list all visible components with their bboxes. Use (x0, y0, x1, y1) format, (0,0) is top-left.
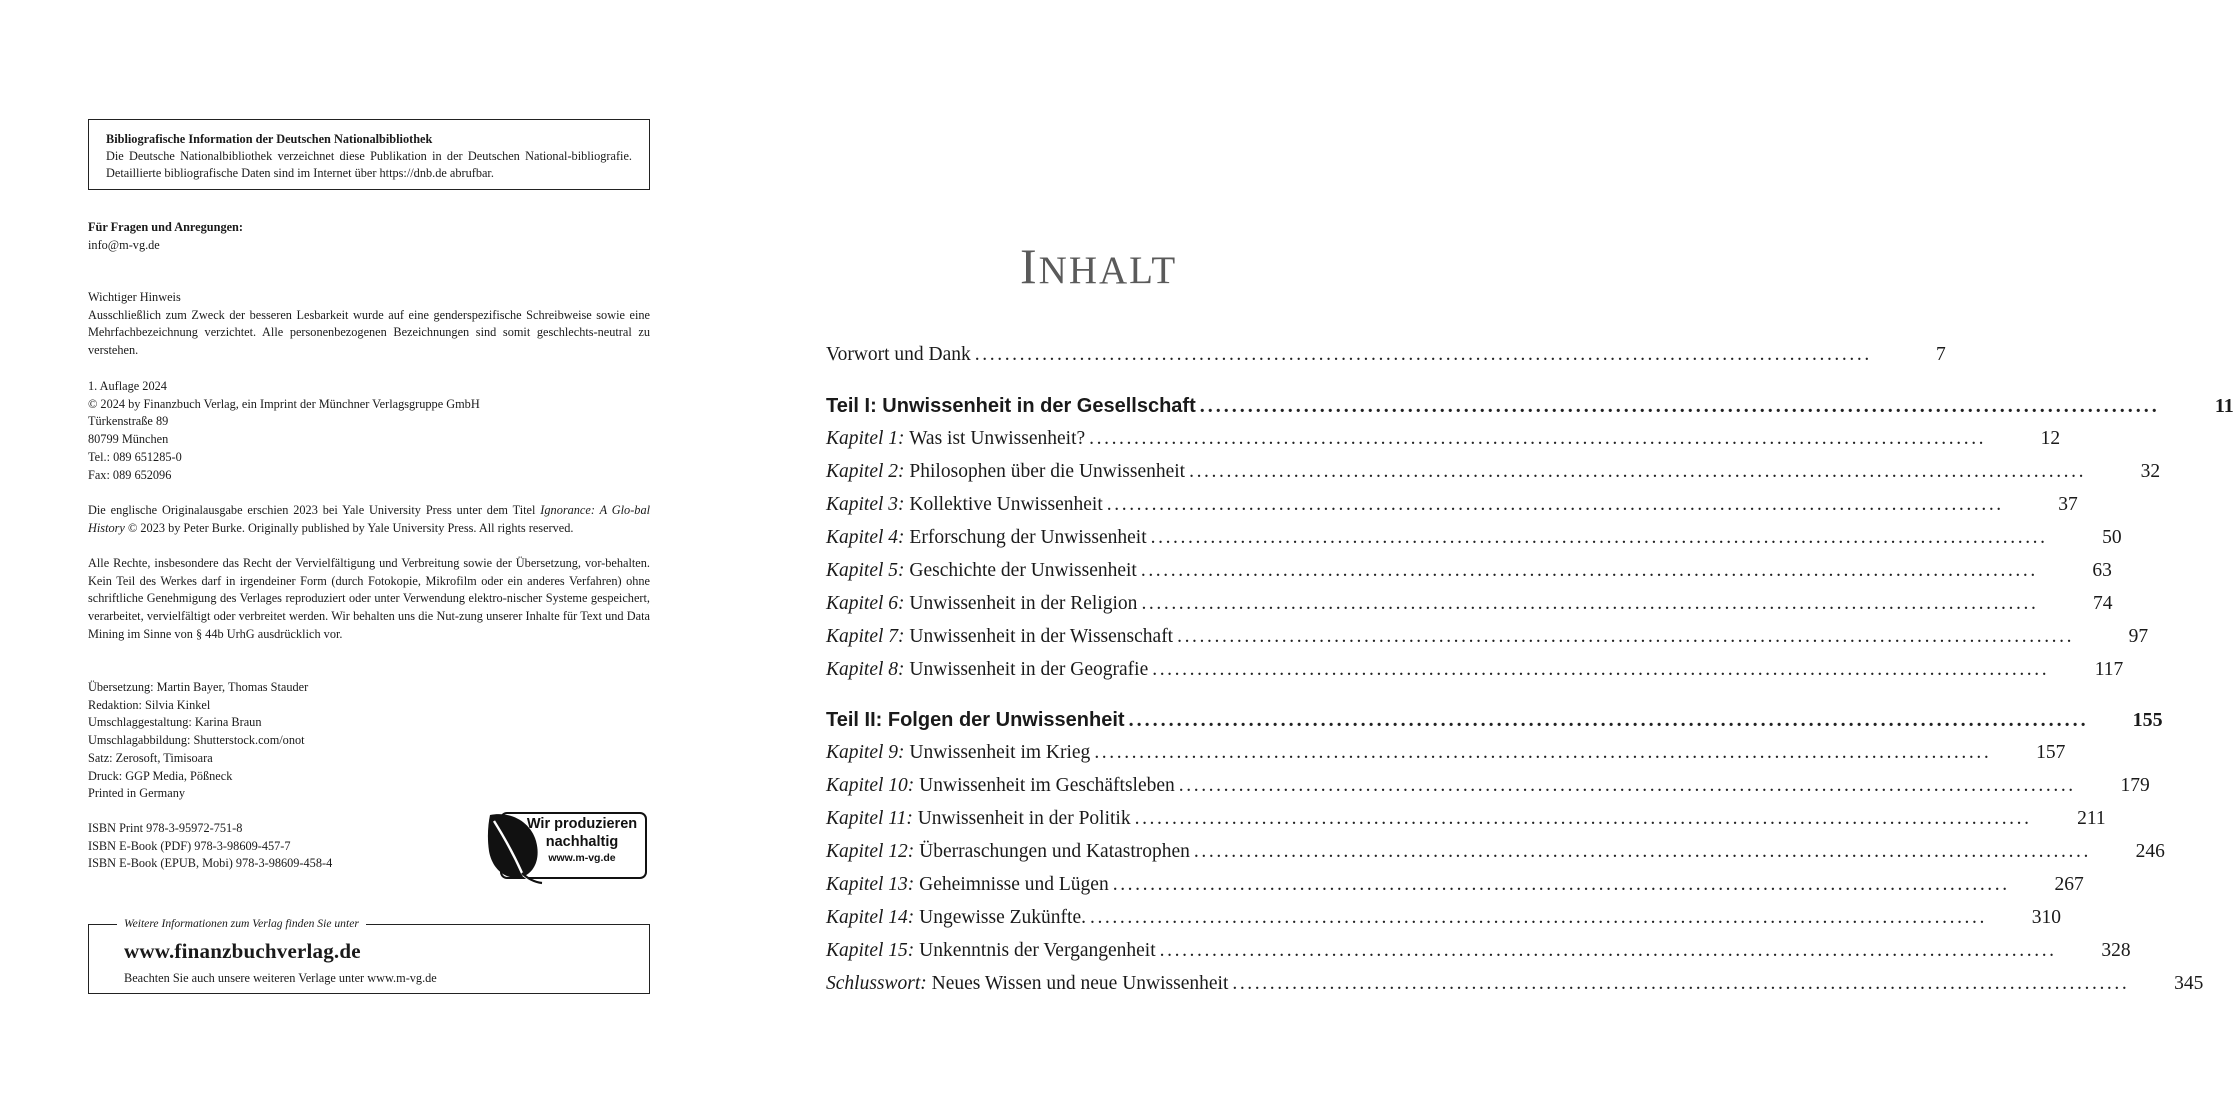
toc-entry-title: Kollektive Unwissenheit (909, 494, 1103, 515)
toc-chapter-number: Kapitel 14: (826, 907, 915, 928)
toc-entry-label (826, 457, 1185, 487)
toc-entry-title: Teil II: Folgen der Unwissenheit (826, 709, 1125, 731)
credit-printing: Druck: GGP Media, Pößneck (88, 768, 233, 783)
toc-page-number: 345 (2174, 973, 2204, 994)
toc-entry-title: Philosophen über die Unwissenheit (909, 461, 1186, 482)
toc-entry-label (826, 705, 1125, 735)
original-copyright: © 2023 by Peter Burke. Originally published by Yale University Press. All rights reserved. (124, 520, 574, 535)
credit-typesetting: Satz: Zerosoft, Timisoara (88, 750, 213, 765)
toc-entry-label (826, 969, 1228, 999)
toc-dot-leader: ........................................................................................................................ (1089, 428, 1987, 449)
toc-entry-title: Geschichte der Unwissenheit (909, 560, 1137, 581)
toc-dot-leader: ........................................................................................................................ (1106, 494, 2004, 515)
toc-chapter-number: Kapitel 11: (826, 808, 913, 829)
phone-line: Tel.: 089 651285-0 (88, 449, 182, 464)
publisher-info-box (88, 917, 650, 994)
toc-chapter-entry[interactable] (826, 523, 2122, 553)
toc-page-number: 155 (2132, 709, 2163, 731)
toc-chapter-entry[interactable] (826, 556, 2112, 586)
toc-dot-leader: ........................................................................................................................ (1128, 709, 2089, 731)
contact-email: info@m-vg.de (88, 237, 160, 252)
notice-text: Ausschließlich zum Zweck der besseren Lesbarkeit wurde auf eine genderspezifische Schreibweise sowie eine Mehrfachbezeichnung verzichtet. Alle personenbezogenen Bezeichnungen sind somit geschlechts-neutral zu verstehen. (88, 307, 650, 358)
toc-entry-title: Überraschungen und Katastrophen (919, 841, 1190, 862)
toc-chapter-number: Kapitel 9: (826, 742, 905, 763)
toc-entry-label (826, 903, 1086, 933)
toc-chapter-number: Kapitel 7: (826, 626, 905, 647)
toc-entry-label (826, 391, 1196, 421)
toc-title-initial: I (1020, 238, 1039, 294)
toc-entry-title: Erforschung der Unwissenheit (909, 527, 1147, 548)
credits-block (88, 679, 650, 803)
toc-entry-title: Geheimnisse und Lügen (919, 874, 1109, 895)
toc-entry-title: Was ist Unwissenheit? (909, 428, 1086, 449)
toc-entry-label (826, 738, 1090, 768)
rights-notice: Alle Rechte, insbesondere das Recht der Vervielfältigung und Verbreitung sowie der Übersetzung, vor-behalten. Kein Teil des Werkes darf in irgendeiner Form (durch Fotokopie, Mikrofilm oder ein anderes Verfahren) ohne schriftliche Genehmigung des Verlages reproduziert oder unter Verwendung elektro-nischer Systeme gespeichert, verarbeitet, vervielfältigt oder verbreitet werden. Wir behalten uns die Nut-zung unserer Inhalte für Text und Data Mining im Sinne von § 44b UrhG ausdrücklich vor. (88, 556, 650, 641)
toc-entry-label (826, 589, 1137, 619)
toc-chapter-number: Kapitel 3: (826, 494, 905, 515)
toc-entry-title: Teil I: Unwissenheit in der Gesellschaft (826, 395, 1196, 417)
toc-entry-label (826, 424, 1085, 454)
toc-dot-leader: ........................................................................................................................ (1178, 775, 2076, 796)
bibliographic-info-heading: Bibliografische Information der Deutschen Nationalbibliothek (106, 132, 433, 146)
toc-page-number: 12 (2040, 428, 2061, 449)
credit-cover-design: Umschlaggestaltung: Karina Braun (88, 715, 262, 730)
logo-line-2: nachhaltig (545, 834, 619, 850)
toc-dot-leader: ........................................................................................................................ (1232, 973, 2130, 994)
logo-text (518, 816, 646, 866)
copyright-line: © 2024 by Finanzbuch Verlag, ein Imprint der Münchner Verlagsgruppe GmbH (88, 396, 480, 411)
contact-block (88, 219, 650, 254)
toc-dot-leader: ........................................................................................................................ (1112, 874, 2010, 895)
toc-chapter-number: Kapitel 10: (826, 775, 915, 796)
toc-page-number: 179 (2120, 775, 2150, 796)
toc-chapter-number: Kapitel 4: (826, 527, 905, 548)
original-title: Ignorance: A Glo-bal History (88, 503, 651, 535)
toc-entry-title: Unkenntnis der Vergangenheit (919, 940, 1156, 961)
toc-part-entry[interactable] (826, 391, 2234, 421)
toc-dot-leader: ........................................................................................................................ (1189, 461, 2087, 482)
toc-dot-leader: ........................................................................................................................ (1134, 808, 2032, 829)
toc-chapter-number: Kapitel 13: (826, 874, 915, 895)
toc-page-number: 267 (2054, 874, 2084, 895)
toc-entry-label (826, 490, 1103, 520)
toc-chapter-number: Schlusswort: (826, 973, 927, 994)
credit-editing: Redaktion: Silvia Kinkel (88, 697, 211, 712)
address-street: Türkenstraße 89 (88, 414, 169, 429)
isbn-pdf: ISBN E-Book (PDF) 978-3-98609-457-7 (88, 838, 291, 853)
contact-heading: Für Fragen und Anregungen: (88, 220, 243, 234)
toc-entry-title: Vorwort und Dank (826, 344, 971, 365)
toc-dot-leader: ........................................................................................................................ (1094, 742, 1992, 763)
toc-dot-leader: ........................................................................................................................ (1089, 907, 1987, 928)
toc-entry-label (826, 870, 1109, 900)
info-box-note: Beachten Sie auch unsere weiteren Verlage unter www.m-vg.de (124, 971, 437, 985)
logo-line-1: Wir produzieren (526, 816, 638, 832)
toc-page-number: 7 (1936, 344, 1946, 365)
info-box-legend: Weitere Informationen zum Verlag finden Sie unter (117, 916, 366, 932)
toc-chapter-entry[interactable] (826, 969, 2204, 999)
toc-chapter-entry[interactable] (826, 804, 2106, 834)
toc-chapter-entry[interactable] (826, 738, 2066, 768)
toc-dot-leader: ........................................................................................................................ (1199, 395, 2160, 417)
toc-chapter-entry[interactable] (826, 589, 2113, 619)
toc-entry-label (826, 523, 1147, 553)
toc-entry-label (826, 771, 1175, 801)
sustainability-logo (486, 807, 650, 882)
toc-page-number: 97 (2128, 626, 2149, 647)
toc-entry[interactable] (826, 340, 1946, 370)
toc-entry-title: Unwissenheit in der Wissenschaft (909, 626, 1174, 647)
toc-page-number: 37 (2058, 494, 2078, 515)
toc-chapter-number: Kapitel 15: (826, 940, 915, 961)
credit-cover-image: Umschlagabbildung: Shutterstock.com/onot (88, 733, 305, 748)
toc-chapter-entry[interactable] (826, 870, 2084, 900)
bibliographic-info-text: Die Deutsche Nationalbibliothek verzeichnet diese Publikation in der Deutschen National-bibliografie. Detaillierte bibliografische Daten sind im Internet über https://dnb.de abrufbar. (106, 149, 632, 180)
toc-entry-title: Neues Wissen und neue Unwissenheit (931, 973, 1229, 994)
toc-entry-title: Unwissenheit in der Geografie (909, 659, 1149, 680)
toc-entry-label (826, 804, 1131, 834)
bibliographic-info-box (88, 119, 650, 190)
toc-chapter-entry[interactable] (826, 622, 2149, 652)
toc-entry-label (826, 655, 1148, 685)
toc-chapter-number: Kapitel 6: (826, 593, 905, 614)
toc-dot-leader: ........................................................................................................................ (1152, 659, 2050, 680)
toc-page-number: 117 (2094, 659, 2124, 680)
toc-chapter-entry[interactable] (826, 424, 2061, 454)
toc-dot-leader: ........................................................................................................................ (974, 344, 1872, 365)
toc-dot-leader: ........................................................................................................................ (1159, 940, 2057, 961)
toc-chapter-number: Kapitel 8: (826, 659, 905, 680)
toc-page-number: 157 (2036, 742, 2066, 763)
edition-line: 1. Auflage 2024 (88, 379, 167, 393)
toc-page-number: 63 (2092, 560, 2112, 581)
toc-page-number: 11 (2214, 395, 2234, 417)
toc-entry-label (826, 936, 1156, 966)
toc-page-number: 246 (2135, 841, 2165, 862)
logo-url: www.m-vg.de (548, 852, 616, 864)
toc-page-number: 32 (2140, 461, 2161, 482)
toc-entry-title: Unwissenheit in der Religion (909, 593, 1138, 614)
toc-dot-leader: ........................................................................................................................ (1141, 593, 2039, 614)
toc-chapter-entry[interactable] (826, 457, 2161, 487)
toc-chapter-number: Kapitel 1: (826, 428, 905, 449)
toc-entry-title: Unwissenheit im Geschäftsleben (919, 775, 1175, 796)
toc-page-number: 328 (2101, 940, 2131, 961)
original-edition-text: Die englische Originalausgabe erschien 2023 bei Yale University Press unter dem Titel (88, 503, 541, 517)
toc-chapter-entry[interactable] (826, 771, 2150, 801)
toc-page-number: 74 (2092, 593, 2113, 614)
toc-part-entry[interactable] (826, 705, 2163, 735)
notice-heading: Wichtiger Hinweis (88, 290, 181, 304)
toc-chapter-entry[interactable] (826, 903, 2061, 933)
toc-chapter-number: Kapitel 5: (826, 560, 905, 581)
toc-dot-leader: ........................................................................................................................ (1193, 841, 2091, 862)
address-city: 80799 München (88, 432, 169, 447)
toc-chapter-number: Kapitel 12: (826, 841, 915, 862)
toc-chapter-number: Kapitel 2: (826, 461, 905, 482)
credit-translation: Übersetzung: Martin Bayer, Thomas Stauder (88, 680, 309, 694)
toc-entry-title: Unwissenheit in der Politik (917, 808, 1131, 829)
toc-chapter-entry[interactable] (826, 837, 2165, 867)
original-edition-note (88, 502, 650, 537)
printed-in: Printed in Germany (88, 786, 185, 801)
edition-block (88, 378, 650, 484)
toc-chapter-entry[interactable] (826, 490, 2078, 520)
publisher-url[interactable]: www.finanzbuchverlag.de (124, 939, 361, 963)
toc-title-rest: NHALT (1038, 249, 1178, 292)
toc-dot-leader: ........................................................................................................................ (1140, 560, 2038, 581)
toc-dot-leader: ........................................................................................................................ (1177, 626, 2075, 647)
toc-chapter-entry[interactable] (826, 655, 2124, 685)
toc-page-number: 50 (2102, 527, 2122, 548)
toc-entry-title: Ungewisse Zukünfte. (919, 907, 1086, 928)
toc-entry-label (826, 837, 1190, 867)
toc-title (1020, 238, 1200, 299)
toc-entry-label (826, 556, 1137, 586)
isbn-epub: ISBN E-Book (EPUB, Mobi) 978-3-98609-458-4 (88, 856, 333, 871)
toc-entry-title: Unwissenheit im Krieg (909, 742, 1091, 763)
toc-dot-leader: ........................................................................................................................ (1150, 527, 2048, 548)
toc-entry-label (826, 340, 971, 370)
isbn-print: ISBN Print 978-3-95972-751-8 (88, 821, 243, 835)
toc-chapter-entry[interactable] (826, 936, 2131, 966)
toc-page-number: 211 (2077, 808, 2106, 829)
notice-block (88, 289, 650, 360)
toc-page-number: 310 (2031, 907, 2061, 928)
fax-line: Fax: 089 652096 (88, 467, 172, 482)
toc-entry-label (826, 622, 1173, 652)
